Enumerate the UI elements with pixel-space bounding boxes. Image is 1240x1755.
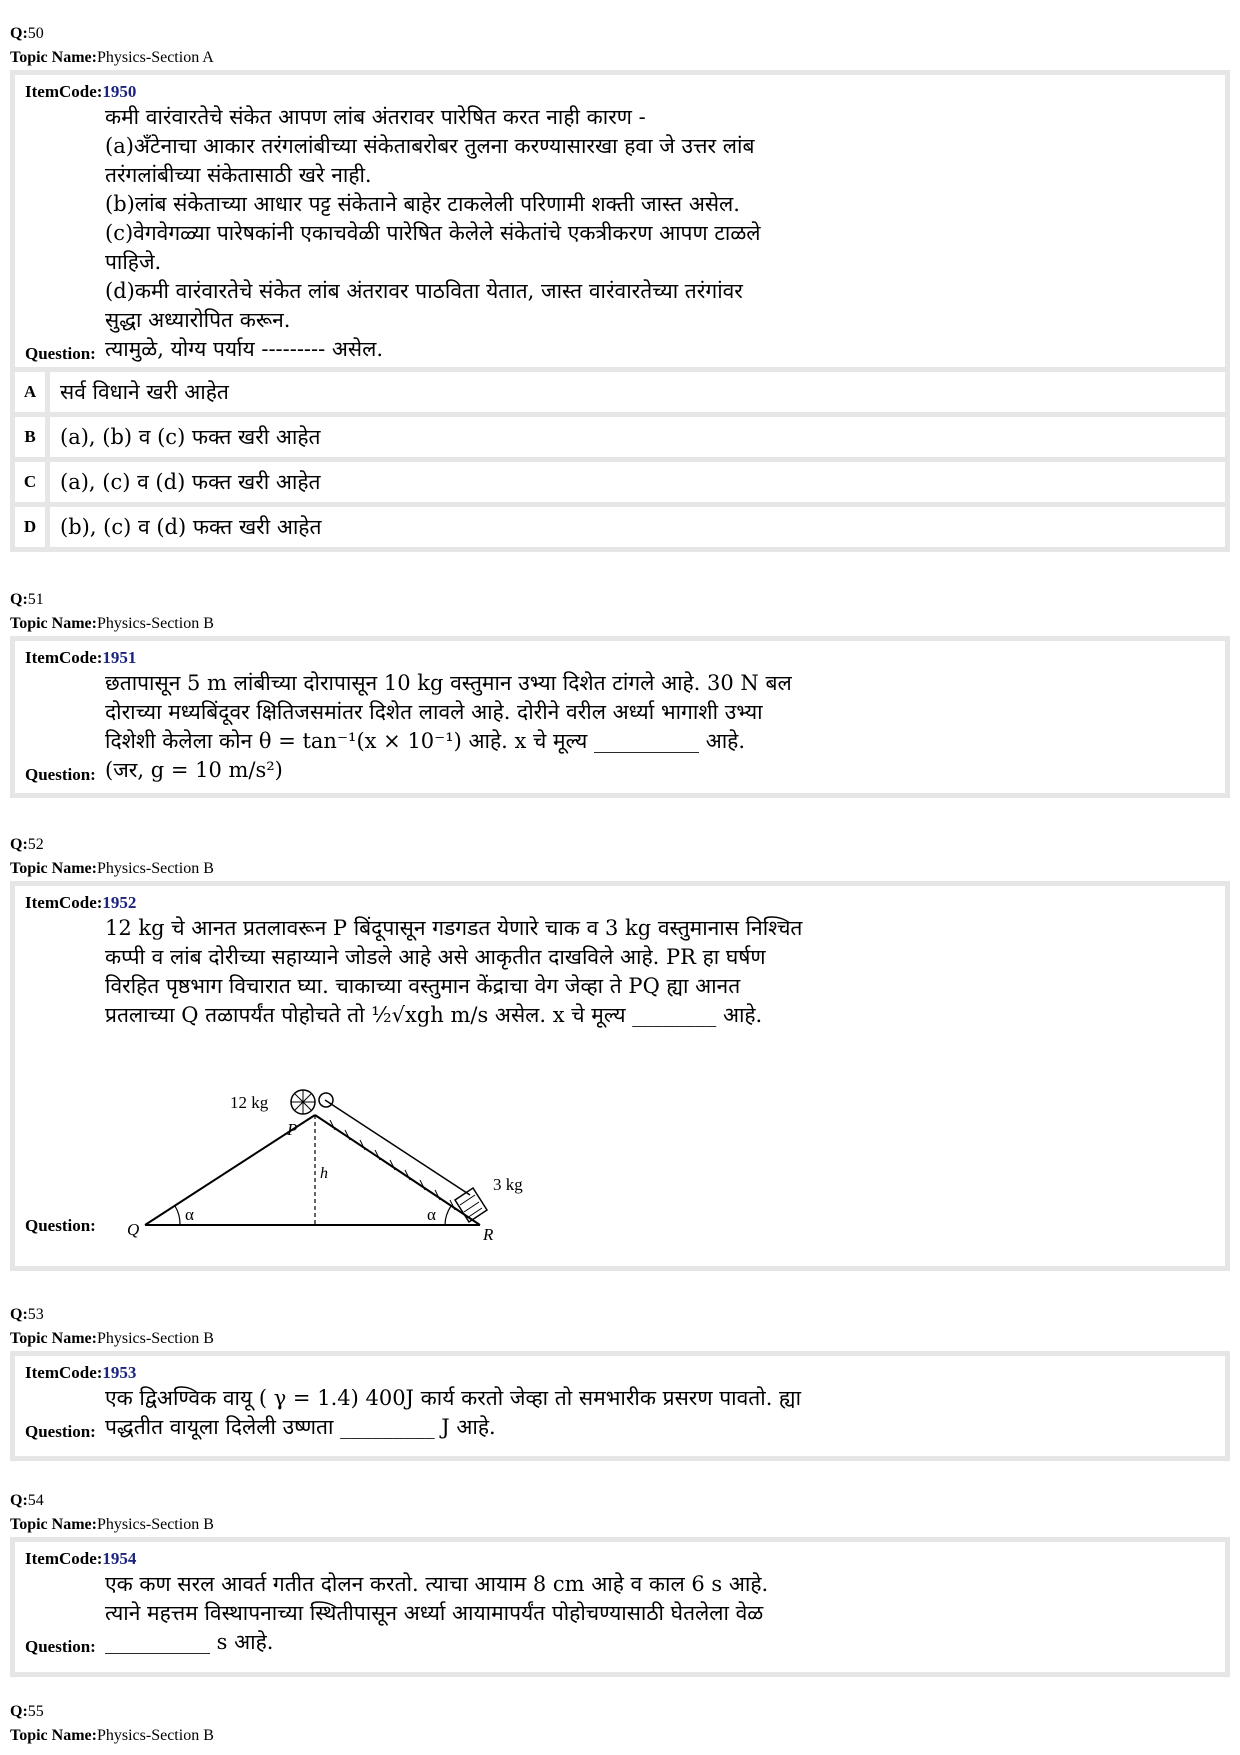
mass2-label: 3 kg (493, 1175, 523, 1194)
topic-name: Topic Name:Physics-Section A (10, 49, 214, 66)
question-box (10, 1537, 1230, 1677)
question-body (25, 914, 1215, 1244)
question-body (25, 1384, 1215, 1442)
angle-arc-r (445, 1206, 451, 1225)
question-number: Q:52 (10, 836, 44, 853)
question-text: एक द्विअण्विक वायू ( γ = 1.4) 400J कार्य करतो जेव्हा तो समभारीक प्रसरण पावतो. ह्या पद्धतीत वायूला दिलेली उष्णता _________ J आहे. (105, 1386, 802, 1439)
wheel (291, 1090, 315, 1114)
angle-arc-q (175, 1206, 180, 1225)
point-q-label: Q (127, 1220, 140, 1239)
question-block-51 (10, 588, 1230, 798)
string (325, 1100, 470, 1195)
block (455, 1188, 487, 1222)
alpha-r-label: α (427, 1205, 436, 1224)
incline-pulley-figure (115, 1040, 1215, 1244)
question-number: Q:50 (10, 25, 44, 42)
question-label: Question: (25, 1422, 96, 1441)
question-block-55 (10, 1700, 1230, 1748)
question-text: 12 kg चे आनत प्रतलावरून P बिंदूपासून गडगडत येणारे चाक व 3 kg वस्तुमानास निश्चित कप्पी व लांब दोरीच्या सहाय्याने जोडले आहे असे आकृतीत दाखविले आहे. PR हा घर्षण विरहित पृष्ठभाग विचारात घ्या. चाकाच्या वस्तुमान केंद्राचा वेग जेव्हा ते PQ ह्या आनत प्रतलाच्या Q तळापर्यंत पोहोचते तो ½√xgh m/s असेल. x चे मूल्य ________ आहे. (105, 916, 803, 1027)
question-block-52 (10, 833, 1230, 1271)
question-number: Q:55 (10, 1703, 44, 1720)
incline-pr (315, 1115, 480, 1225)
height-label: h (320, 1165, 328, 1182)
question-label: Question: (25, 1216, 96, 1235)
question-box (10, 70, 1230, 372)
topic-name: Topic Name:Physics-Section B (10, 1516, 214, 1533)
question-body (25, 103, 1215, 364)
question-label: Question: (25, 344, 96, 363)
item-code: ItemCode:1954 (25, 1549, 137, 1568)
question-body (25, 1570, 1215, 1657)
item-code: ItemCode:1951 (25, 648, 137, 667)
point-r-label: R (483, 1225, 494, 1240)
mass1-label: 12 kg (230, 1093, 269, 1112)
topic-name: Topic Name:Physics-Section B (10, 615, 214, 632)
question-block-54 (10, 1489, 1230, 1677)
question-label: Question: (25, 765, 96, 784)
question-text: एक कण सरल आवर्त गतीत दोलन करतो. त्याचा आयाम 8 cm आहे व काल 6 s आहे. त्याने महत्तम विस्थापनाच्या स्थितीपासून अर्ध्या आयामापर्यंत पोहोचण्यासाठी घेतलेला वेळ __________ s आहे. (105, 1572, 769, 1654)
question-number: Q:51 (10, 591, 44, 608)
item-code: ItemCode:1953 (25, 1363, 137, 1382)
figure-svg (115, 1040, 595, 1240)
option-c[interactable]: C (a), (c) व (d) फक्त खरी आहेत (10, 462, 1230, 507)
question-block-53 (10, 1303, 1230, 1461)
topic-name: Topic Name:Physics-Section B (10, 1727, 214, 1744)
question-number: Q:54 (10, 1492, 44, 1509)
question-number: Q:53 (10, 1306, 44, 1323)
option-b[interactable]: B (a), (b) व (c) फक्त खरी आहेत (10, 417, 1230, 462)
question-block-50 (10, 22, 1230, 552)
question-label: Question: (25, 1637, 96, 1656)
item-code: ItemCode:1952 (25, 893, 137, 912)
question-body (25, 669, 1215, 785)
option-d[interactable]: D (b), (c) व (d) फक्त खरी आहेत (10, 507, 1230, 552)
question-text: छतापासून 5 m लांबीच्या दोरापासून 10 kg वस्तुमान उभ्या दिशेत टांगले आहे. 30 N बल दोराच्या मध्यबिंदूवर क्षितिजसमांतर दिशेत लावले आहे. दोरीने वरील अर्ध्या भागाशी उभ्या दिशेशी केलेला कोन θ = tan⁻¹(x × 10⁻¹) आहे. x चे मूल्य __________ आहे. (जर, g = 10 m/s²) (105, 671, 792, 782)
question-box (10, 636, 1230, 798)
question-box (10, 881, 1230, 1271)
item-code: ItemCode:1950 (25, 82, 137, 101)
question-text: कमी वारंवारतेचे संकेत आपण लांब अंतरावर पारेषित करत नाही कारण - (a)अँटेनाचा आकार तरंगलांबीच्या संकेताबरोबर तुलना करण्यासारखा हवा जे उत्तर लांब तरंगलांबीच्या संकेतासाठी खरे नाही. (b)लांब संकेताच्या आधार पट्ट संकेताने बाहेर टाकलेली परिणामी शक्ती जास्त असेल. (c)वेगवेगळ्या पारेषकांनी एकाचवेळी पारेषित केलेले संकेतांचे एकत्रीकरण आपण टाळले पाहिजे. (d)कमी वारंवारतेचे संकेत लांब अंतरावर पाठविता येतात, जास्त वारंवारतेच्या तरंगांवर सुद्धा अध्यारोपित करून. त्यामुळे, योग्य पर्याय --------- असेल. (105, 105, 761, 361)
alpha-q-label: α (185, 1205, 194, 1224)
topic-name: Topic Name:Physics-Section B (10, 860, 214, 877)
topic-name: Topic Name:Physics-Section B (10, 1330, 214, 1347)
point-p-label: P (287, 1120, 298, 1139)
question-box (10, 1351, 1230, 1461)
option-a[interactable]: A सर्व विधाने खरी आहेत (10, 372, 1230, 417)
